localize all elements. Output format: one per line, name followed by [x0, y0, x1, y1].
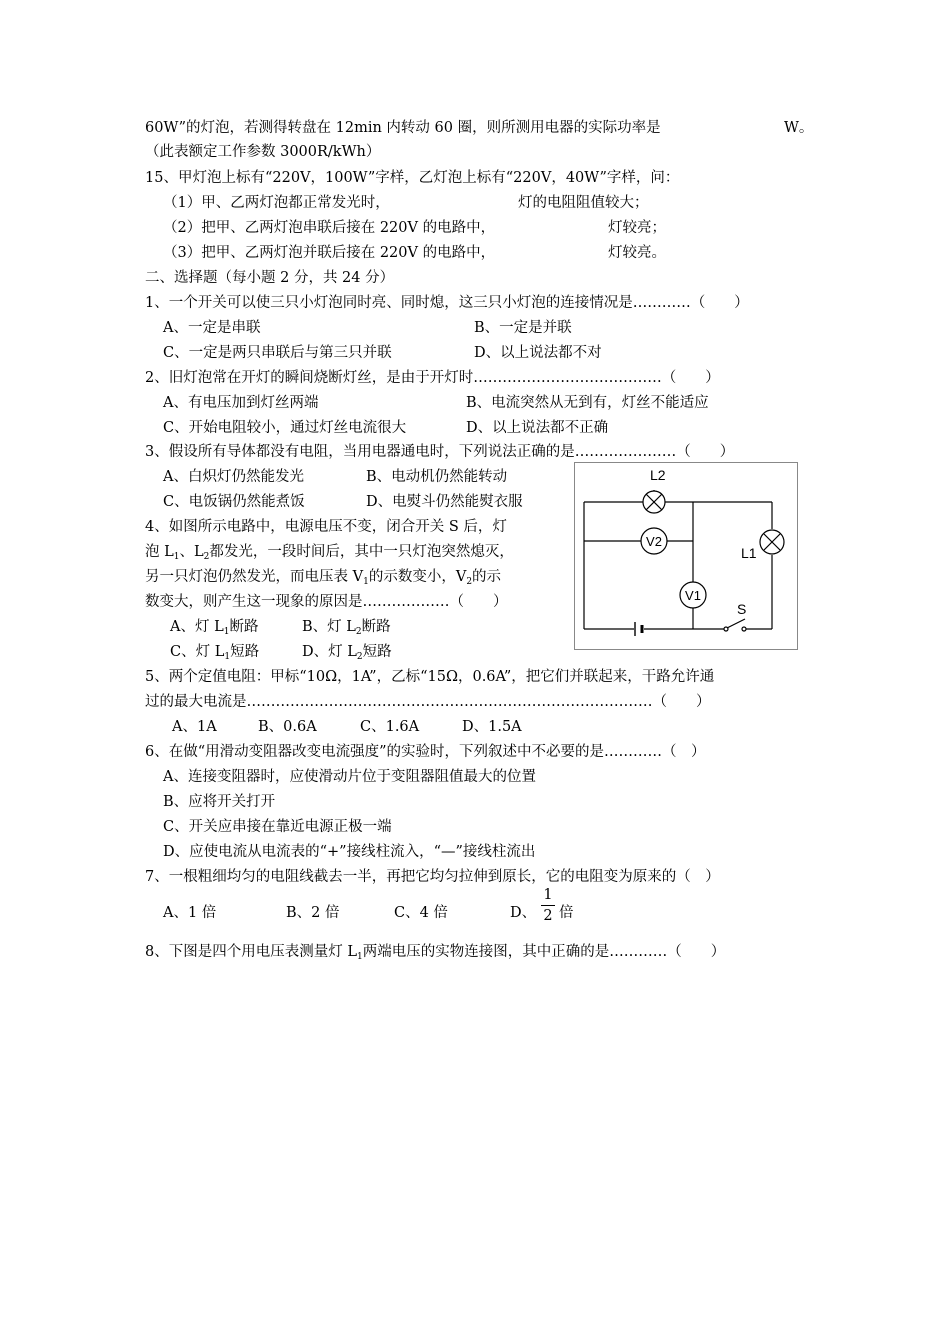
voltmeter-v1	[680, 582, 706, 608]
choice-question-4: 4、如图所示电路中，电源电压不变，闭合开关 S 后，灯	[145, 519, 507, 535]
label-l2: L2	[650, 467, 666, 483]
voltmeter-v2-label: V2	[646, 534, 662, 549]
choice-question-7: 7、一根粗细均匀的电阻线截去一半，再把它均匀拉伸到原长，它的电阻变为原来的（ ）	[145, 869, 720, 885]
option: C、灯 $L_1$短路	[170, 644, 260, 662]
switch-s	[724, 619, 746, 631]
option: B、电流突然从无到有，灯丝不能适应	[466, 395, 709, 411]
option: A、灯 $L_1$断路	[170, 619, 259, 637]
option: B、灯 $L_2$断路	[302, 619, 391, 637]
text-line: （1）甲、乙两灯泡都正常发光时，	[163, 195, 390, 211]
option: C、开始电阻较小，通过灯丝电流很大	[163, 420, 407, 436]
circuit-diagram	[574, 462, 798, 650]
battery-symbol	[635, 622, 642, 636]
option: A、白炽灯仍然能发光	[163, 469, 304, 485]
lamp-l1	[760, 530, 784, 554]
option: D、以上说法都不对	[474, 345, 602, 361]
text-line: W。	[784, 120, 814, 136]
option: C、电饭锅仍然能煮饭	[163, 494, 305, 510]
voltmeter-v1-label: V1	[685, 588, 701, 603]
section-title: 二、选择题（每小题 2 分，共 24 分）	[145, 270, 395, 286]
option: D、以上说法都不正确	[466, 420, 609, 436]
choice-question-1: 1、一个开关可以使三只小灯泡同时亮、同时熄，这三只小灯泡的连接情况是…………（ ）	[145, 295, 749, 311]
option: A、1 倍	[163, 905, 217, 921]
option-unit: 倍	[559, 905, 574, 921]
text-line: （3）把甲、乙两灯泡并联后接在 220V 的电路中，	[163, 245, 496, 261]
text-line: （此表额定工作参数 3000R/kWh）	[145, 144, 381, 160]
choice-question-3: 3、假设所有导体都没有电阻，当用电器通电时，下列说法正确的是…………………（ ）	[145, 444, 735, 460]
choice-question-2: 2、旧灯泡常在开灯的瞬间烧断灯丝，是由于开灯时…………………………………（ ）	[145, 370, 720, 386]
choice-question-6: 6、在做“用滑动变阻器改变电流强度”的实验时，下列叙述中不必要的是…………（ ）	[145, 744, 706, 760]
option: D、1.5A	[462, 719, 522, 735]
text-line: 另一只灯泡仍然发光，而电压表 $V_1$的示数变小，$V_2$的示	[145, 569, 502, 587]
lamp-l2	[643, 491, 665, 513]
option: B、2 倍	[286, 905, 340, 921]
label-s: S	[737, 601, 747, 617]
option: D、电熨斗仍然能熨衣服	[366, 494, 523, 510]
option: C、1.6A	[360, 719, 420, 735]
text-line: 灯较亮；	[608, 220, 666, 236]
text-line: 灯的电阻阻值较大；	[518, 195, 649, 211]
option: A、连接变阻器时，应使滑动片位于变阻器阻值最大的位置	[163, 769, 536, 785]
text-line: （2）把甲、乙两灯泡串联后接在 220V 的电路中，	[163, 220, 496, 236]
label-l1: L1	[741, 545, 757, 561]
option: B、0.6A	[258, 719, 317, 735]
option: B、电动机仍然能转动	[366, 469, 508, 485]
question-15: 15、甲灯泡上标有“220V，100W”字样，乙灯泡上标有“220V，40W”字样，问：	[145, 170, 680, 186]
text-line: 60W”的灯泡，若测得转盘在 12min 内转动 60 圈，则所测用电器的实际功率是	[145, 120, 661, 136]
text-line: 灯较亮。	[608, 245, 666, 261]
choice-question-8: 8、下图是四个用电压表测量灯 $L_1$两端电压的实物连接图，其中正确的是…………（ ）	[145, 944, 726, 962]
fraction-one-half: 1 2	[541, 886, 555, 925]
option: C、一定是两只串联后与第三只并联	[163, 345, 392, 361]
text-line: 数变大，则产生这一现象的原因是………………（ ）	[145, 594, 508, 610]
choice-question-5: 5、两个定值电阻：甲标“10Ω，1A”，乙标“15Ω，0.6A”，把它们并联起来，干路允许通	[145, 669, 715, 685]
option: C、开关应串接在靠近电源正极一端	[163, 819, 392, 835]
text-line: 过的最大电流是…………………………………………………………………………（ ）	[145, 694, 711, 710]
option: B、应将开关打开	[163, 794, 276, 810]
option: B、一定是并联	[474, 320, 572, 336]
option: A、1A	[172, 719, 217, 735]
option: C、4 倍	[394, 905, 448, 921]
option: D、应使电流从电流表的“+”接线柱流入，“—”接线柱流出	[163, 844, 536, 860]
option: D、灯 $L_2$短路	[302, 644, 392, 662]
option: A、一定是串联	[163, 320, 261, 336]
diagram-frame	[575, 463, 798, 650]
text-line: 泡 $L_1$、$L_2$都发光，一段时间后，其中一只灯泡突然熄灭，	[145, 544, 514, 562]
voltmeter-v2	[641, 528, 667, 554]
option: D、	[510, 905, 537, 921]
option: A、有电压加到灯丝两端	[163, 395, 319, 411]
